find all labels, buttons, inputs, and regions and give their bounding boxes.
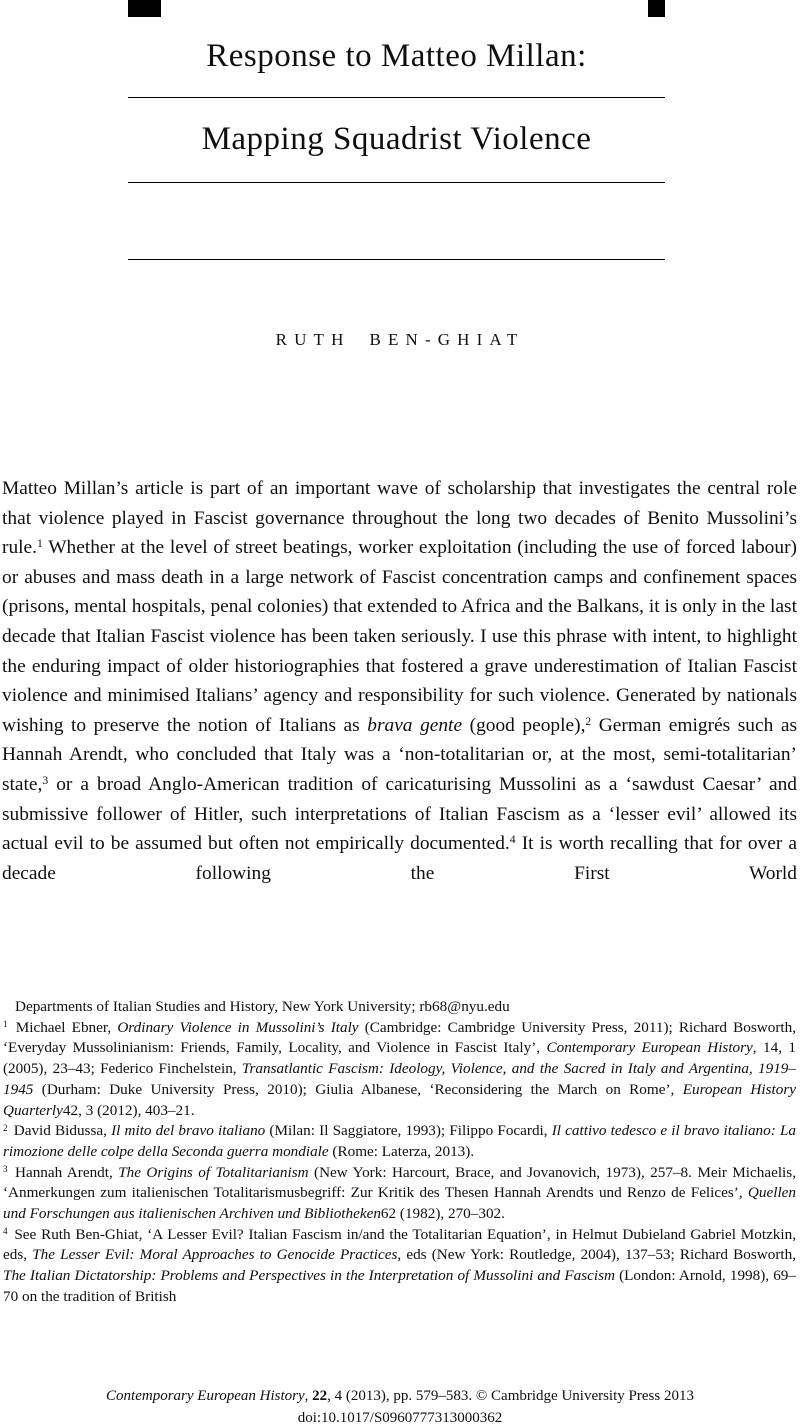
article-title-line2: Mapping Squadrist Violence	[201, 121, 592, 157]
title-rule-bottom	[128, 259, 665, 260]
title-rule-top	[128, 97, 665, 98]
footnote-marker-4: 4	[3, 1226, 8, 1237]
print-registration-mark-right	[648, 0, 665, 17]
footnote-list	[3, 1018, 796, 1308]
footnote-2: $^2$ David Bidussa, Il mito del bravo italiano (Milan: Il Saggiatore, 1993); Filippo Focardi, Il cattivo tedesco e il bravo italiano: La rimozione delle colpe della Seconda guerra mondiale (Rome: Laterza, 2013).	[3, 1122, 796, 1160]
article-title-line1: Response to Matteo Millan:	[206, 38, 587, 74]
author-affiliation: Departments of Italian Studies and History, New York University; rb68@nyu.edu	[15, 998, 510, 1015]
footnote-4: $^4$ See Ruth Ben-Ghiat, ‘A Lesser Evil? Italian Fascism in/and the Totalitarian Equation’, in Helmut Dubieland Gabriel Motzkin, eds, The Lesser Evil: Moral Approaches to Genocide Practices, eds (New York: Routledge, 2004), 137–53; Richard Bosworth, The Italian Dictatorship: Problems and Perspectives in the Interpretation of Mussolini and Fascism (London: Arnold, 1998), 69–70 on the tradition of British	[3, 1225, 797, 1305]
footnote-marker-1: 1	[3, 1019, 8, 1030]
journal-footer	[0, 1386, 800, 1427]
footnote-3: $^3$ Hannah Arendt, The Origins of Totalitarianism (New York: Harcourt, Brace, and Jovanovich, 1973), 257–8. Meir Michaelis, ‘Anmerkungen zum italienischen Totalitarismusbegriff: Zur Kritik des Thesen Hannah Arendts und Renzo de Felices’, Quellen und Forschungen aus italienischen Archiven und Bibliotheken62 (1982), 270–302.	[3, 1163, 796, 1223]
doi-line: doi:10.1017/S0960777313000362	[297, 1409, 503, 1426]
citation-line: Contemporary European History, 22, 4 (2013), pp. 579–583. © Cambridge University Press 2013	[106, 1388, 694, 1404]
author-name: RUTH BEN-GHIAT	[275, 330, 525, 349]
title-rule-middle	[128, 182, 665, 183]
article-paragraph: Matteo Millan’s article is part of an important wave of scholarship that investigates the central role that violence played in Fascist governance throughout the long two decades of Benito Mussolini’s rule.$^1$ Whether at the level of street beatings, worker exploitation (including the use of forced labour) or abuses and mass death in a large network of Fascist concentration camps and confinement spaces (prisons, mental hospitals, penal colonies) that extended to Africa and the Balkans, it is only in the last decade that Italian Fascist violence has been taken seriously. I use this phrase with intent, to highlight the enduring impact of older historiographies that fostered a grave underestimation of Italian Fascist violence and minimised Italians’ agency and responsibility for such violence. Generated by nationals wishing to preserve the notion of Italians as brava gente (good people),$^2$ German emigrés such as Hannah Arendt, who concluded that Italy was a ‘non-totalitarian or, at the most, semi-totalitarian’ state,$^3$ or a broad Anglo-American tradition of caricaturising Mussolini as a ‘sawdust Caesar’ and submissive follower of Hitler, such interpretations of Italian Fascism as a ‘lesser evil’ allowed its actual evil to be assumed but often not empirically documented.$^4$ It is worth recalling that for over a decade following the First World	[2, 478, 798, 884]
footnote-marker-3: 3	[3, 1164, 8, 1175]
footnote-marker-2: 2	[3, 1122, 8, 1133]
footnote-1: $^1$ Michael Ebner, Ordinary Violence in Mussolini’s Italy (Cambridge: Cambridge University Press, 2011); Richard Bosworth, ‘Everyday Mussolinianism: Friends, Family, Locality, and Violence in Fascist Italy’, Contemporary European History, 14, 1 (2005), 23–43; Federico Finchelstein, Transatlantic Fascism: Ideology, Violence, and the Sacred in Italy and Argentina, 1919–1945 (Durham: Duke University Press, 2010); Giulia Albanese, ‘Reconsidering the March on Rome’, European History Quarterly42, 3 (2012), 403–21.	[3, 1018, 797, 1119]
footnotes-section	[3, 997, 796, 1308]
print-registration-mark-left	[128, 0, 161, 17]
